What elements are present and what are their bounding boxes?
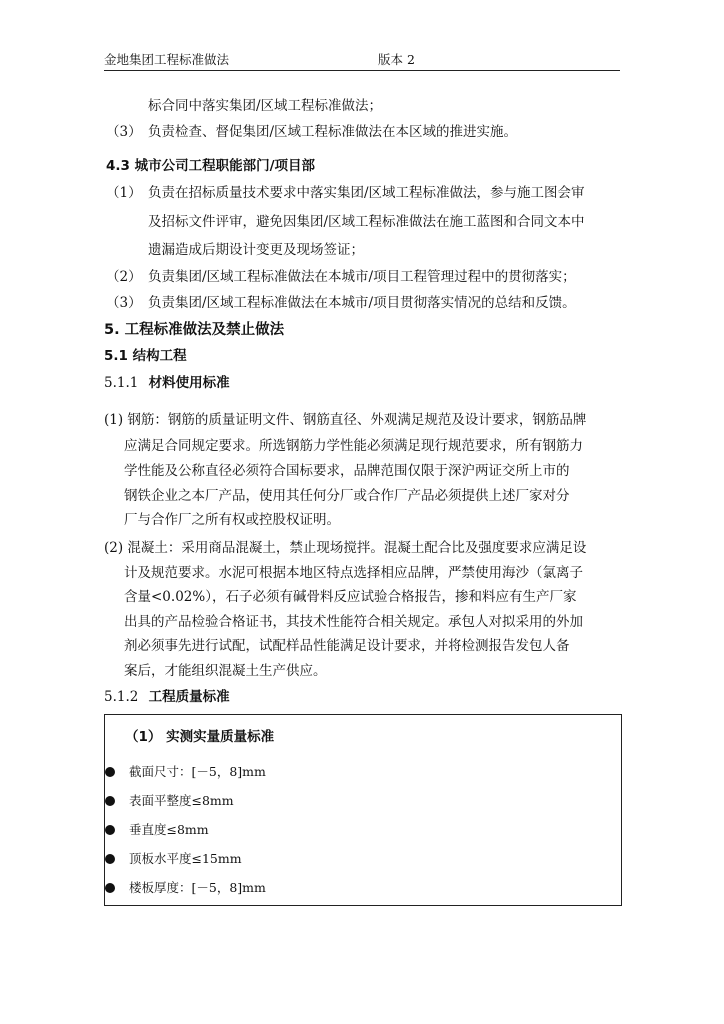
s43-item1-number: （1） bbox=[106, 185, 142, 201]
section-5-1-1-heading bbox=[104, 373, 230, 393]
bullet-icon bbox=[105, 796, 115, 806]
box-title: （1） 实测实量质量标准 bbox=[125, 729, 275, 745]
s43-item1-line3: 遗漏造成后期设计变更及现场签证； bbox=[148, 242, 364, 258]
section-5-1-2-number: 5.1.2 bbox=[104, 689, 139, 705]
page-header bbox=[104, 50, 620, 71]
s43-item2-line1: 负责集团/区域工程标准做法在本城市/项目工程管理过程中的贯彻落实； bbox=[148, 269, 576, 285]
section-5-1-2-heading bbox=[104, 687, 230, 707]
bullet-icon bbox=[105, 883, 115, 893]
section-4-3-heading: 4.3 城市公司工程职能部门/项目部 bbox=[106, 158, 316, 174]
s43-item3-line1: 负责集团/区域工程标准做法在本城市/项目贯彻落实情况的总结和反馈。 bbox=[148, 295, 576, 311]
box-item-section-size: 截面尺寸：[－5，8]mm bbox=[129, 764, 266, 779]
concrete-line-3: 含量<0.02%），石子必须有碱骨料反应试验合格报告，掺和料应有生产厂家 bbox=[124, 589, 577, 605]
box-item-slab-thickness: 楼板厚度：[－5，8]mm bbox=[129, 880, 266, 895]
intro-continuation-line: 标合同中落实集团/区域工程标准做法； bbox=[148, 98, 383, 114]
box-item-surface-flatness: 表面平整度≤8mm bbox=[129, 793, 234, 808]
concrete-line-5: 剂必须事先进行试配，试配样品性能满足设计要求，并将检测报告发包人备 bbox=[124, 638, 570, 654]
concrete-line-2: 计及规范要求。水泥可根据本地区特点选择相应品牌，严禁使用海沙（氯离子 bbox=[124, 565, 583, 581]
bullet-icon bbox=[105, 767, 115, 777]
concrete-line-1: (2) 混凝土：采用商品混凝土，禁止现场搅拌。混凝土配合比及强度要求应满足设 bbox=[104, 540, 587, 556]
section-5-1-2-title: 工程质量标准 bbox=[148, 689, 230, 705]
intro-item3-text: 负责检查、督促集团/区域工程标准做法在本区域的推进实施。 bbox=[148, 124, 518, 140]
concrete-line-6: 案后，才能组织混凝土生产供应。 bbox=[124, 663, 327, 679]
concrete-line-4: 出具的产品检验合格证书，其技术性能符合相关规定。承包人对拟采用的外加 bbox=[124, 614, 583, 630]
s43-item1-line1: 负责在招标质量技术要求中落实集团/区域工程标准做法，参与施工图会审 bbox=[148, 185, 585, 201]
rebar-line-4: 钢铁企业之本厂产品，使用其任何分厂或合作厂产品必须提供上述厂家对分 bbox=[124, 488, 570, 504]
rebar-line-2: 应满足合同规定要求。所选钢筋力学性能必须满足现行规范要求，所有钢筋力 bbox=[124, 438, 583, 454]
section-5-1-1-title: 材料使用标准 bbox=[148, 375, 230, 391]
bullet-icon bbox=[105, 854, 115, 864]
rebar-line-3: 学性能及公称直径必须符合国标要求，品牌范围仅限于深沪两证交所上市的 bbox=[124, 463, 570, 479]
quality-standard-box bbox=[104, 714, 622, 906]
bullet-icon bbox=[105, 825, 115, 835]
s43-item3-number: （3） bbox=[106, 295, 142, 311]
box-item-ceiling-levelness: 顶板水平度≤15mm bbox=[129, 851, 242, 866]
section-5-1-1-number: 5.1.1 bbox=[104, 375, 139, 391]
header-version: 版本 2 bbox=[378, 52, 415, 67]
s43-item1-line2: 及招标文件评审，避免因集团/区域工程标准做法在施工蓝图和合同文本中 bbox=[148, 214, 585, 230]
rebar-line-1: (1) 钢筋：钢筋的质量证明文件、钢筋直径、外观满足规范及设计要求，钢筋品牌 bbox=[104, 412, 587, 428]
box-item-verticality: 垂直度≤8mm bbox=[129, 822, 209, 837]
rebar-line-5: 厂与合作厂之所有权或控股权证明。 bbox=[124, 512, 340, 528]
header-doc-title: 金地集团工程标准做法 bbox=[104, 52, 230, 67]
intro-item3-number: （3） bbox=[106, 124, 142, 140]
section-5-1-heading: 5.1 结构工程 bbox=[104, 348, 187, 364]
s43-item2-number: （2） bbox=[106, 269, 142, 285]
section-5-heading: 5. 工程标准做法及禁止做法 bbox=[104, 322, 285, 338]
